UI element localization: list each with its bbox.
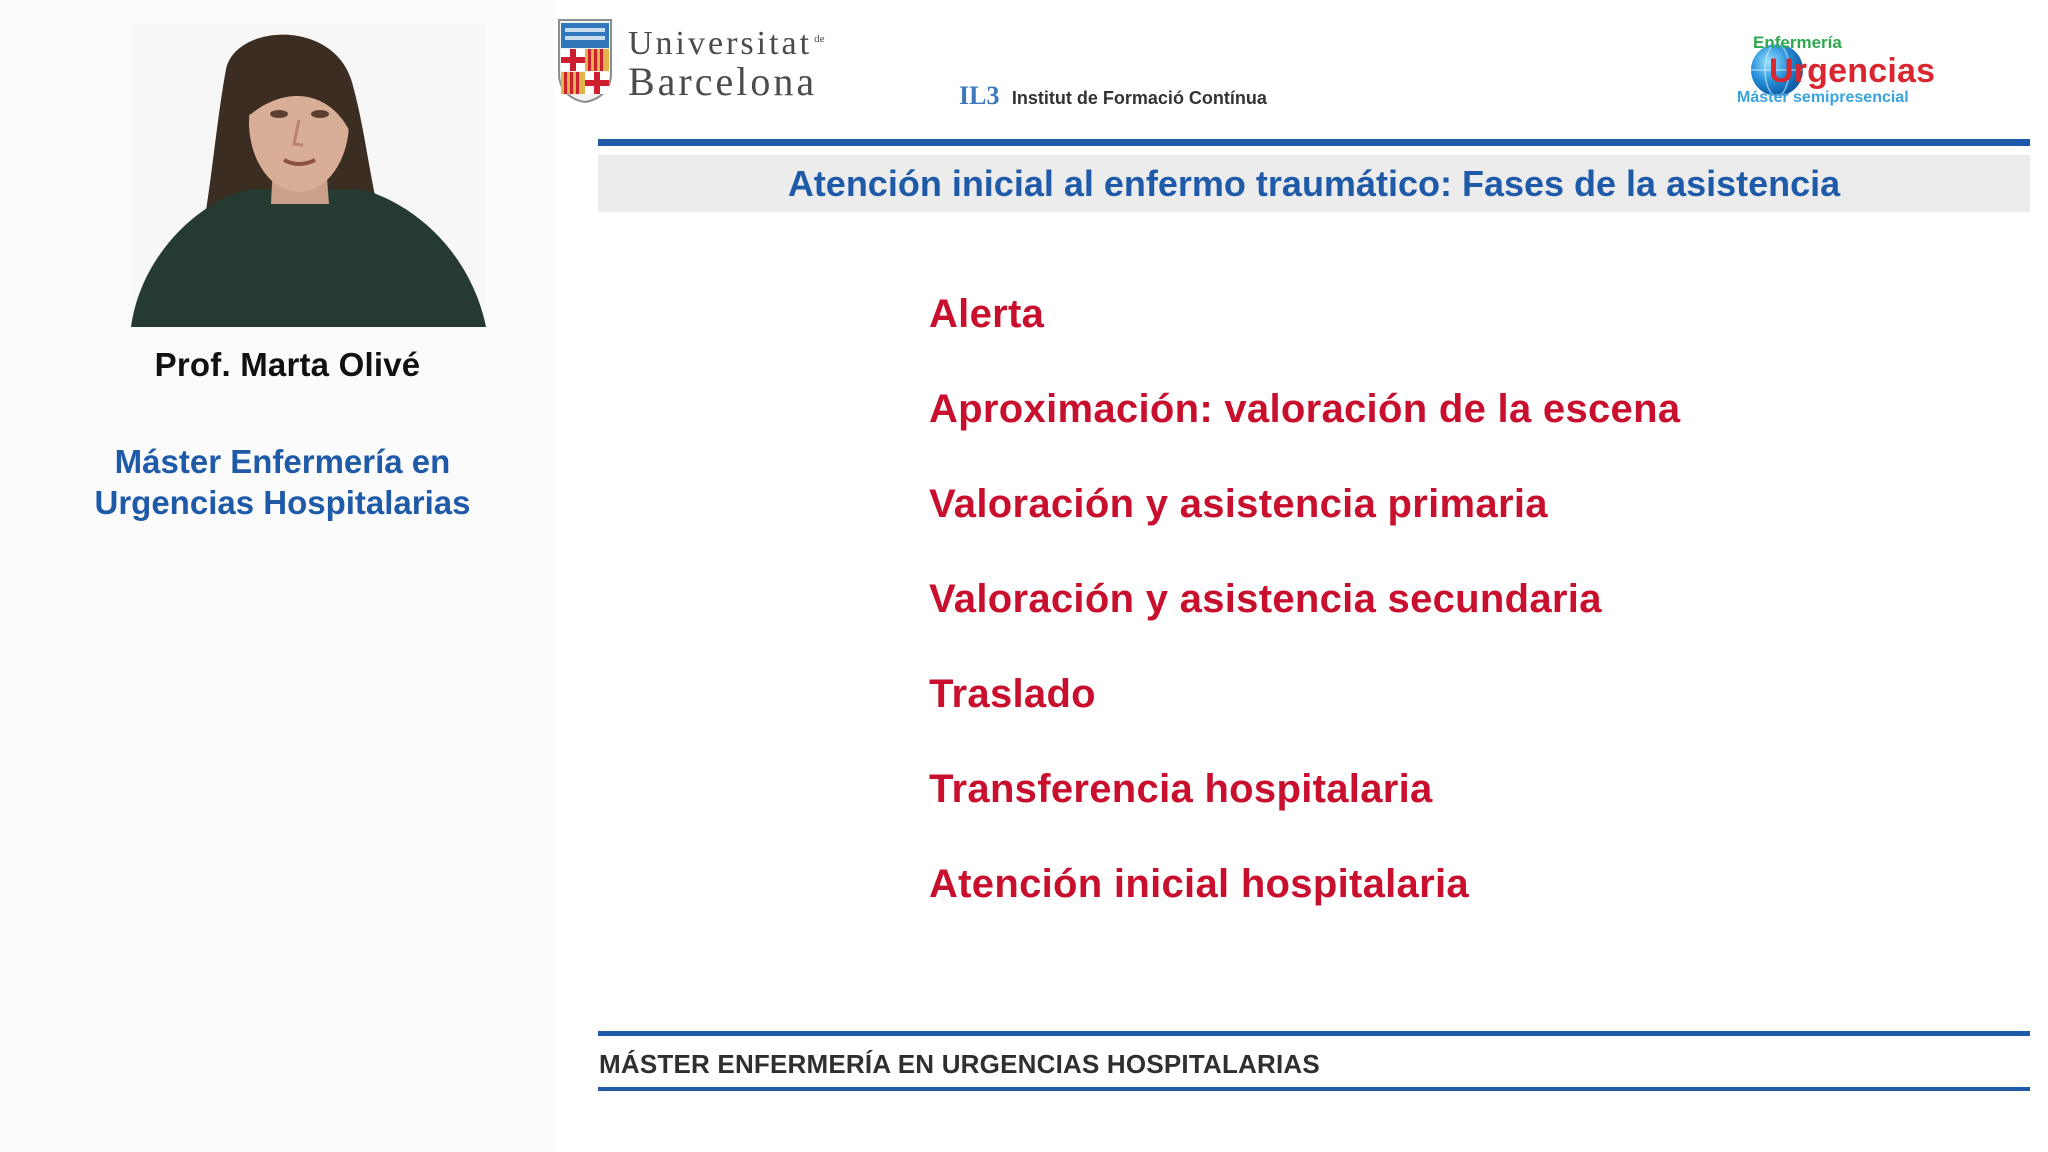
presenter-name: Prof. Marta Olivé [154,346,421,383]
university-shield-icon [557,18,613,104]
urgencias-logo-bottom-text: Máster semipresencial [1737,89,1909,106]
course-name-line-2: Urgencias Hospitalarias [94,484,471,521]
course-name [0,441,565,523]
phase-item: Atención inicial hospitalaria [929,862,1469,906]
phase-item: Aproximación: valoración de la escena [929,387,1681,431]
phase-item: Traslado [929,672,1096,716]
il3-logo [959,81,1267,111]
bottom-divider-bottom [598,1087,2030,1091]
urgencias-logo-main-text: Urgencias [1769,52,1936,90]
slide-title: Atención inicial al enfermo traumático: Fases de la asistencia [598,155,2030,212]
university-name-suffix: de [814,33,825,45]
course-name-line-1: Máster Enfermería en [114,443,451,480]
slide-footer: MÁSTER ENFERMERÍA EN URGENCIAS HOSPITALARIAS [599,1049,1320,1079]
presenter-video [131,24,486,327]
il3-mark: IL3 [959,81,1000,110]
phase-item: Alerta [929,292,1045,336]
phase-item: Valoración y asistencia secundaria [929,577,1602,621]
university-name-line-1: Universitat $^{de}$ [628,25,825,62]
top-divider [598,139,2030,146]
university-name-line-2: Barcelona [628,59,818,104]
bottom-divider-top [598,1031,2030,1036]
phase-item: Valoración y asistencia primaria [929,482,1548,526]
urgencias-logo-top-text: Enfermería [1753,33,1842,52]
phase-item: Transferencia hospitalaria [929,767,1433,811]
il3-institute-name: Institut de Formació Contínua [1011,88,1267,108]
presenter-silhouette [131,24,486,327]
urgencias-logo [1735,32,1950,112]
university-logo [557,16,897,108]
presenter-panel [0,0,555,1152]
